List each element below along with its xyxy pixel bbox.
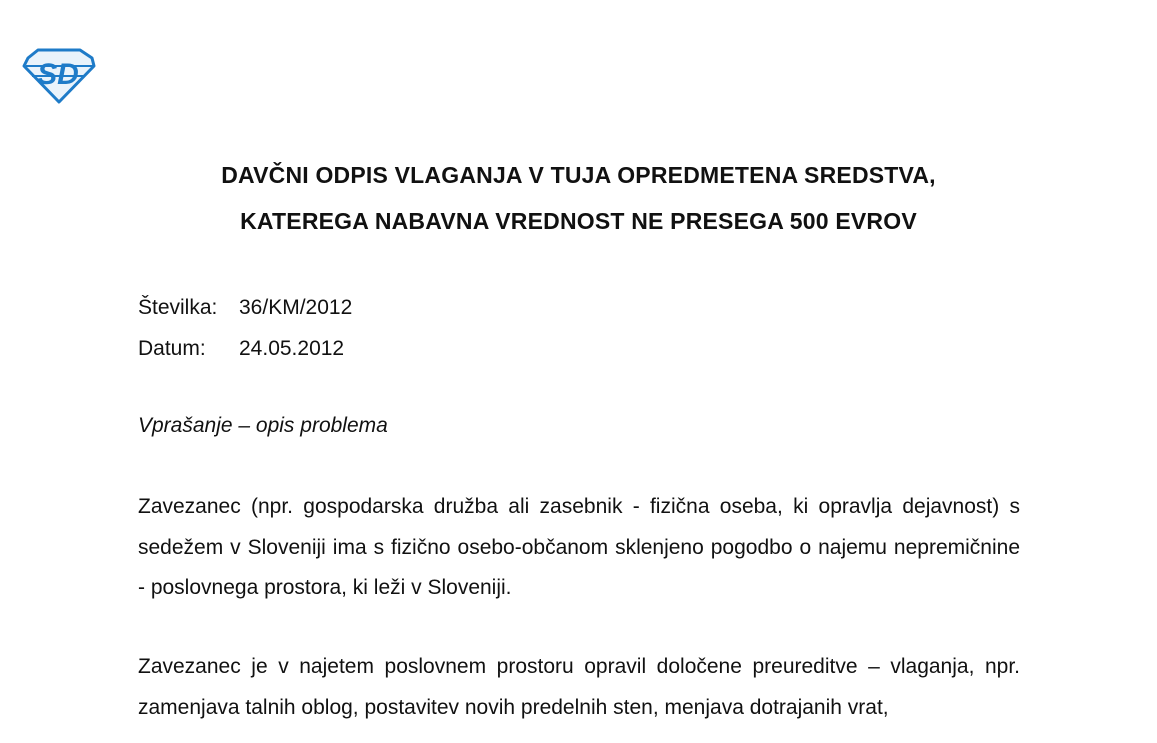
document-meta — [138, 287, 352, 369]
paragraph-1: Zavezanec (npr. gospodarska družba ali zasebnik - fizična oseba, ki opravlja dejavnost) s sedežem v Sloveniji ima s fizično osebo-občanom sklenjeno pogodbo o najemu nepremičnine - poslovnega prostora, ki leži v Sloveniji. — [138, 495, 1020, 599]
paragraph-2: Zavezanec je v najetem poslovnem prostoru opravil določene preureditve – vlaganja, npr. zamenjava talnih oblog, postavitev novih predelnih sten, menjava dotrajanih vrat, — [138, 655, 1020, 719]
title-line-2: KATEREGA NABAVNA VREDNOST NE PRESEGA 500 EVROV — [240, 208, 917, 234]
svg-text:SD: SD — [37, 58, 79, 91]
document-title — [0, 152, 1157, 244]
meta-date-row — [138, 328, 352, 369]
date-label: Datum: — [138, 337, 206, 360]
question-heading: Vprašanje – opis problema — [138, 414, 388, 437]
meta-number-row — [138, 287, 352, 328]
date-value: 24.05.2012 — [239, 337, 345, 360]
number-value: 36/KM/2012 — [239, 296, 353, 319]
number-label: Številka: — [138, 296, 218, 319]
title-line-1: DAVČNI ODPIS VLAGANJA V TUJA OPREDMETENA SREDSTVA, — [221, 162, 936, 188]
sd-diamond-logo-icon — [22, 48, 96, 104]
